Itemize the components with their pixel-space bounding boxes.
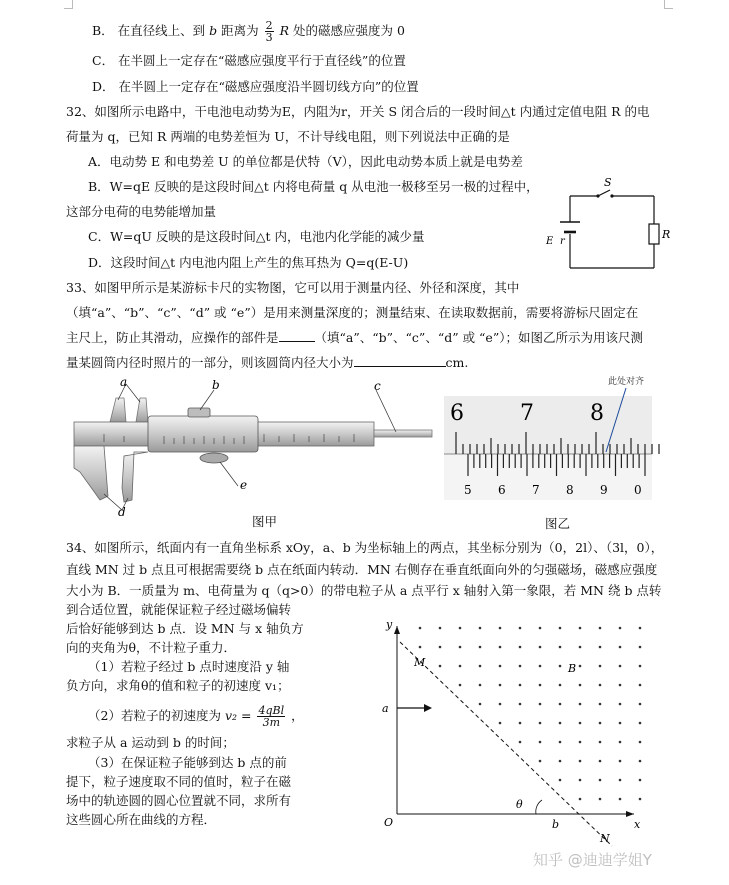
q32-circuit-diagram <box>538 176 671 276</box>
watermark: 知乎 @迪迪学姐Y <box>533 851 652 869</box>
magnetic-field-dot <box>519 627 522 630</box>
caliper-label-e: e <box>240 478 248 492</box>
magnetic-field-dot <box>479 684 482 687</box>
magnetic-field-dot <box>459 627 462 630</box>
circuit-label-E: E <box>546 236 554 247</box>
q33-line-4 <box>66 355 468 371</box>
q33-answer-blank-2[interactable] <box>354 366 446 367</box>
magnetic-field-dot <box>579 760 582 763</box>
q34-line-1: 34、如图所示，纸面内有一直角坐标系 xOy，a、b 为坐标轴上的两点，其坐标分别为（0，2l）、（3l，0）， <box>66 540 664 555</box>
magnetic-field-dot <box>639 665 642 668</box>
q31-frac-den: 3 <box>265 31 273 44</box>
figure-yi-caption: 图乙 <box>545 516 571 531</box>
field-label-B: B <box>568 662 577 675</box>
q31-fraction <box>265 20 274 43</box>
magnetic-field-dot <box>539 684 542 687</box>
q32-line-2: 荷量为 q，已知 R 两端的电势差恒为 U，不计导线电阻，则下列说法中正确的是 <box>66 129 510 144</box>
main-scale-label-8: 8 <box>590 401 604 426</box>
circuit-label-r: r <box>560 236 565 247</box>
magnetic-field-dot <box>639 741 642 744</box>
q34-line-3: 大小为 B．一质量为 m、电荷量为 q（q>0）的带电粒子从 a 点平行 x 轴射入第一象限，若 MN 绕 b 点转 <box>66 583 662 598</box>
magnetic-field-dot <box>599 779 602 782</box>
q33-answer-blank-1[interactable] <box>279 341 315 342</box>
q34-part-2b: 求粒子从 a 运动到 b 的时间； <box>66 735 235 750</box>
figure-jia-caption: 图甲 <box>252 514 278 529</box>
q34-line-4: 到合适位置，就能保证粒子经过磁场偏转 <box>66 602 292 617</box>
circuit-label-R: R <box>662 228 671 241</box>
q34-part-3d: 这些圆心所在曲线的方程． <box>66 812 217 827</box>
q34-part-3a: （3）在保证粒子能够到达 b 点的前 <box>88 755 287 770</box>
origin-label-O: O <box>384 816 394 829</box>
q34-part-2 <box>88 705 304 728</box>
q32-option-b-1: B．W=qE 反映的是这段时间△t 内将电荷量 q 从电池一极移至另一极的过程中， <box>88 179 539 194</box>
q34-part-1a: （1）若粒子经过 b 点时速度沿 y 轴 <box>88 659 290 674</box>
q34-v2-var: v₂ = <box>224 708 252 723</box>
magnetic-field-dot <box>599 665 602 668</box>
magnetic-field-dot <box>619 627 622 630</box>
magnetic-field-dot <box>559 627 562 630</box>
magnetic-field-dot <box>419 627 422 630</box>
magnetic-field-dot <box>559 646 562 649</box>
vernier-scale-figure <box>440 374 660 504</box>
magnetic-field-dot <box>619 741 622 744</box>
magnetic-field-dot <box>579 779 582 782</box>
q33-line-2: （填“a”、“b”、“c”、“d” 或 “e”）是用来测量深度的；测量结束、在读取数据前，需要将游标尺固定在 <box>66 305 639 320</box>
magnetic-field-dot <box>539 760 542 763</box>
magnetic-field-dot <box>559 741 562 744</box>
magnetic-field-dot <box>539 646 542 649</box>
q34-part-2-text: （2）若粒子的初速度为 <box>88 708 221 723</box>
magnetic-field-dot <box>639 627 642 630</box>
magnetic-field-dot <box>639 703 642 706</box>
vernier-label-0: 0 <box>634 483 642 497</box>
q31-option-d: D． 在半圆上一定存在“磁感应强度沿半圆切线方向”的位置 <box>92 79 419 94</box>
magnetic-field-dot <box>599 741 602 744</box>
magnetic-field-dot <box>639 779 642 782</box>
magnetic-field-dot <box>579 741 582 744</box>
q34-part-3c: 场中的轨迹圆的圆心位置就不同，求所有 <box>66 793 292 808</box>
q34-v2-fraction <box>257 705 285 728</box>
caliper-label-a: a <box>120 375 128 389</box>
q34-line-2: 直线 MN 过 b 点且可根据需要绕 b 点在纸面内转动．MN 右侧存在垂直纸面向外的匀强磁场，磁感应强度 <box>66 562 658 577</box>
magnetic-field-dot <box>479 703 482 706</box>
magnetic-field-dot <box>519 665 522 668</box>
q31-b-text-3: 处的磁感应强度为 0 <box>293 23 405 38</box>
magnetic-field-dot <box>619 722 622 725</box>
magnetic-field-dot <box>479 627 482 630</box>
alignment-note: 此处对齐 <box>608 377 645 387</box>
magnetic-field-dot <box>599 703 602 706</box>
magnetic-field-dot <box>599 722 602 725</box>
page-corner-mark-right <box>664 0 673 9</box>
magnetic-field-dot <box>499 646 502 649</box>
magnetic-field-dot <box>539 627 542 630</box>
axis-label-x: x <box>634 818 641 831</box>
q34-v2-num: 4qBl <box>258 704 285 717</box>
magnetic-field-dot <box>599 798 602 801</box>
magnetic-field-dot <box>619 703 622 706</box>
magnetic-field-dot <box>559 722 562 725</box>
magnetic-field-dot <box>439 646 442 649</box>
caliper-figure <box>64 375 436 519</box>
line-label-N: N <box>600 832 610 845</box>
vernier-label-6: 6 <box>498 483 506 497</box>
magnetic-field-dot <box>499 703 502 706</box>
magnetic-field-dot <box>499 665 502 668</box>
vernier-label-5: 5 <box>464 483 472 497</box>
vernier-label-9: 9 <box>600 483 608 497</box>
circuit-label-S: S <box>604 176 612 189</box>
magnetic-field-dot <box>539 741 542 744</box>
magnetic-field-dot <box>639 798 642 801</box>
q31-option-c: C． 在半圆上一定存在“磁感应强度平行于直径线”的位置 <box>92 53 406 68</box>
magnetic-field-dot <box>499 627 502 630</box>
magnetic-field-dot <box>499 684 502 687</box>
q32-option-c: C．W=qU 反映的是这段时间△t 内，电池内化学能的减少量 <box>88 229 425 244</box>
angle-label-theta: θ <box>516 798 523 811</box>
line-label-M: M <box>414 656 426 669</box>
q32-option-a: A．电动势 E 和电势差 U 的单位都是伏特（V），因此电动势本质上就是电势差 <box>88 154 523 169</box>
magnetic-field-dot <box>499 722 502 725</box>
magnetic-field-dot <box>619 646 622 649</box>
point-label-a: a <box>382 702 389 715</box>
magnetic-field-dot <box>619 760 622 763</box>
magnetic-field-dot <box>619 798 622 801</box>
q34-part-3b: 提下，粒子速度取不同的值时，粒子在磁 <box>66 774 292 789</box>
magnetic-field-dot <box>439 627 442 630</box>
magnetic-field-dot <box>619 665 622 668</box>
magnetic-field-dot <box>579 646 582 649</box>
caliper-label-b: b <box>212 378 220 392</box>
magnetic-field-dot <box>459 646 462 649</box>
magnetic-field-dot <box>579 684 582 687</box>
magnetic-field-dot <box>599 646 602 649</box>
magnetic-field-dot <box>639 684 642 687</box>
q34-part-1b: 负方向，求角θ的值和粒子的初速度 v₁； <box>66 678 290 693</box>
magnetic-field-dot <box>519 684 522 687</box>
caliper-label-c: c <box>374 379 381 393</box>
magnetic-field-dot <box>559 703 562 706</box>
magnetic-field-dot <box>559 684 562 687</box>
page-corner-mark-left <box>64 0 73 9</box>
magnetic-field-dot <box>599 627 602 630</box>
magnetic-field-dot <box>539 703 542 706</box>
q32-line-1: 32、如图所示电路中，干电池电动势为E，内阻为r，开关 S 闭合后的一段时间△t 内通过定值电阻 R 的电 <box>66 104 650 119</box>
magnetic-field-dot <box>419 646 422 649</box>
magnetic-field-dot <box>519 646 522 649</box>
magnetic-field-dot <box>639 722 642 725</box>
q31-b-text-2: 距离为 <box>221 23 259 38</box>
magnetic-field-dot <box>599 760 602 763</box>
q33-line-4b: cm. <box>445 355 469 370</box>
q31-frac-num: 2 <box>265 19 273 32</box>
magnetic-field-dot <box>539 665 542 668</box>
magnetic-field-dot <box>439 665 442 668</box>
magnetic-field-dot <box>619 684 622 687</box>
magnetic-field-dot <box>459 665 462 668</box>
axis-label-y: y <box>386 618 393 631</box>
magnetic-field-dot <box>579 627 582 630</box>
magnetic-field-dot <box>539 722 542 725</box>
magnetic-field-dot <box>559 665 562 668</box>
caliper-label-d: d <box>118 505 126 519</box>
q33-line-1: 33、如图甲所示是某游标卡尺的实物图，它可以用于测量内径、外径和深度，其中 <box>66 280 520 295</box>
point-label-b: b <box>552 818 560 831</box>
q31-option-b <box>92 20 405 43</box>
magnetic-field-dot <box>599 684 602 687</box>
q34-part-2-comma: ， <box>291 708 304 723</box>
q34-line-5: 后恰好能够到达 b 点．设 MN 与 x 轴负方 <box>66 621 304 636</box>
main-scale-label-7: 7 <box>520 401 534 426</box>
magnetic-field-dot <box>559 779 562 782</box>
magnetic-field-dot <box>479 646 482 649</box>
q34-coordinate-figure <box>372 614 652 854</box>
magnetic-field-dot <box>639 646 642 649</box>
q31-b-text-1: B． 在直径线上、到 <box>92 23 206 38</box>
magnetic-field-dot <box>579 798 582 801</box>
magnetic-field-dot <box>459 684 462 687</box>
main-scale-label-6: 6 <box>450 401 464 426</box>
vernier-label-7: 7 <box>532 483 540 497</box>
magnetic-field-dot <box>579 665 582 668</box>
q33-line-3b: （填“a”、“b”、“c”、“d” 或 “e”）；如图乙所示为用该尺测 <box>314 330 643 345</box>
q33-line-4a: 量某圆筒内径时照片的一部分，则该圆筒内径大小为 <box>66 355 354 370</box>
magnetic-field-dot <box>559 760 562 763</box>
q31-b-R: R <box>279 23 290 38</box>
q32-option-d: D．这段时间△t 内电池内阻上产生的焦耳热为 Q=q(E-U) <box>88 255 409 270</box>
magnetic-field-dot <box>519 703 522 706</box>
vernier-label-8: 8 <box>566 483 574 497</box>
q32-option-b-2: 这部分电荷的电势能增加量 <box>66 204 217 219</box>
magnetic-field-dot <box>479 665 482 668</box>
magnetic-field-dot <box>579 703 582 706</box>
q31-b-var: b <box>209 23 218 38</box>
magnetic-field-dot <box>519 722 522 725</box>
q34-line-6: 向的夹角为θ，不计粒子重力． <box>66 640 237 655</box>
magnetic-field-dot <box>579 722 582 725</box>
magnetic-field-dot <box>519 741 522 744</box>
q34-v2-den: 3m <box>262 716 281 729</box>
magnetic-field-dot <box>619 779 622 782</box>
magnetic-field-dot <box>639 760 642 763</box>
q33-line-3 <box>66 330 643 346</box>
q33-line-3a: 主尺上，防止其滑动，应操作的部件是 <box>66 330 279 345</box>
